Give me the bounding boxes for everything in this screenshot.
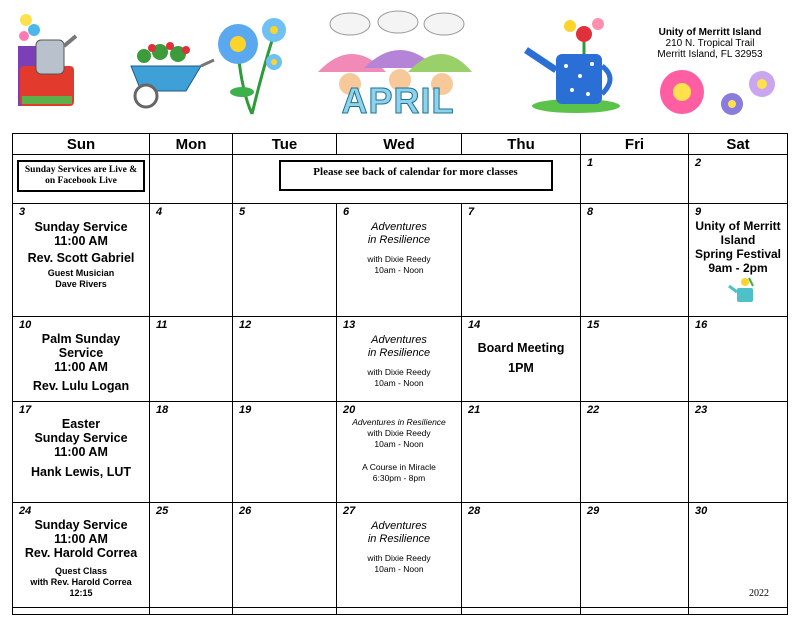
- event-time: 12:15: [69, 588, 93, 598]
- day-number: 2: [695, 157, 702, 169]
- weekday-sat: Sat: [689, 134, 788, 155]
- event-title: in Resilience: [367, 347, 431, 359]
- day-cell: [689, 402, 788, 503]
- day-cell: [689, 204, 788, 317]
- day-number: 3: [19, 206, 26, 218]
- event-host: with Dixie Reedy: [367, 428, 431, 438]
- day-number: 7: [468, 206, 475, 218]
- org-city: Merritt Island, FL 32953: [657, 49, 763, 60]
- week-row: [13, 155, 788, 204]
- day-cell: [581, 155, 689, 204]
- day-number: 10: [19, 319, 32, 331]
- event-title: Unity of Merritt: [695, 219, 781, 233]
- weekday-fri: Fri: [581, 134, 689, 155]
- week-row: [13, 204, 788, 317]
- event: [13, 204, 149, 290]
- facebook-live-note: Sunday Services are Live & on Facebook Live: [17, 160, 145, 192]
- day-cell: [337, 402, 462, 503]
- day-cell: [150, 402, 233, 503]
- event-note: with Rev. Harold Correa: [30, 577, 132, 587]
- small-flowers-clipart: [652, 66, 782, 122]
- trailing-cell: [581, 608, 689, 615]
- day-cell: [150, 155, 233, 204]
- day-cell: [13, 155, 150, 204]
- event-title: Board Meeting: [477, 341, 565, 355]
- weekday-mon: Mon: [150, 134, 233, 155]
- day-number: 12: [239, 319, 252, 331]
- event: [13, 402, 149, 479]
- event-note: Dave Rivers: [55, 279, 107, 289]
- event-time: 1PM: [508, 361, 534, 375]
- event-title: Island: [720, 233, 756, 247]
- event: [689, 204, 787, 275]
- day-number: 11: [156, 319, 168, 331]
- event-time: 10am - Noon: [374, 439, 424, 449]
- day-number: 9: [695, 206, 702, 218]
- event-speaker: Rev. Lulu Logan: [32, 379, 130, 393]
- event-note: Guest Musician: [47, 268, 115, 278]
- day-cell: [150, 317, 233, 402]
- day-number: 1: [587, 157, 594, 169]
- event-time: 11:00 AM: [54, 445, 108, 459]
- day-cell: [13, 503, 150, 608]
- event-note: Quest Class: [54, 566, 108, 576]
- day-cell: [13, 204, 150, 317]
- day-cell: [13, 317, 150, 402]
- weekday-sun: Sun: [13, 134, 150, 155]
- event-title: Adventures: [371, 520, 427, 532]
- day-number: 24: [19, 505, 32, 517]
- org-street: 210 N. Tropical Trail: [665, 38, 755, 49]
- event-time: 11:00 AM: [54, 532, 108, 546]
- weekday-header-row: [13, 134, 788, 155]
- event-speaker: Hank Lewis, LUT: [30, 465, 132, 479]
- org-name: Unity of Merritt Island: [658, 27, 762, 38]
- day-cell: [150, 204, 233, 317]
- event-time: 10am - Noon: [374, 265, 424, 275]
- event: [337, 402, 461, 484]
- weekday-tue: Tue: [233, 134, 337, 155]
- event-title: Adventures in Resilience: [352, 417, 446, 427]
- day-number: 6: [343, 206, 350, 218]
- event-speaker: Rev. Harold Correa: [24, 546, 138, 560]
- day-cell: [581, 402, 689, 503]
- watering-can-icon: [727, 274, 761, 306]
- day-cell: [462, 402, 581, 503]
- event-title: Spring Festival: [694, 247, 782, 261]
- event-host: with Dixie Reedy: [367, 553, 431, 563]
- day-number: 26: [239, 505, 252, 517]
- event-time: 9am - 2pm: [708, 261, 768, 275]
- event-title: Sunday Service: [34, 220, 128, 234]
- calendar-grid: [12, 133, 788, 615]
- event-title: A Course in Miracle: [362, 462, 436, 472]
- day-cell: [337, 317, 462, 402]
- day-number: 22: [587, 404, 600, 416]
- day-cell: [581, 204, 689, 317]
- day-number: 5: [239, 206, 246, 218]
- day-number: 18: [156, 404, 169, 416]
- day-cell: [13, 402, 150, 503]
- day-number: 17: [19, 404, 32, 416]
- event-title: Palm Sunday: [41, 332, 121, 346]
- day-number: 14: [468, 319, 481, 331]
- event-title: Sunday Service: [34, 431, 128, 445]
- day-number: 4: [156, 206, 163, 218]
- day-number: 30: [695, 505, 708, 517]
- event: [13, 317, 149, 393]
- day-cell: [233, 317, 337, 402]
- trailing-cell: [462, 608, 581, 615]
- event-title: Service: [58, 346, 104, 360]
- trailing-cell: [337, 608, 462, 615]
- day-number: 29: [587, 505, 600, 517]
- day-number: 16: [695, 319, 708, 331]
- day-cell: [689, 503, 788, 608]
- day-number: 8: [587, 206, 594, 218]
- more-classes-note: Please see back of calendar for more classes: [279, 160, 553, 191]
- day-cell: [150, 503, 233, 608]
- trailing-cell: [150, 608, 233, 615]
- event: [337, 204, 461, 276]
- event-speaker: Rev. Scott Gabriel: [27, 251, 135, 265]
- day-cell: [313, 155, 581, 204]
- day-number: 23: [695, 404, 708, 416]
- event-title: in Resilience: [367, 234, 431, 246]
- weekday-thu: Thu: [462, 134, 581, 155]
- event-time: 6:30pm - 8pm: [372, 473, 426, 483]
- event-title: Easter: [61, 417, 101, 431]
- day-cell: [689, 317, 788, 402]
- event-title: in Resilience: [367, 533, 431, 545]
- event-title: Adventures: [371, 221, 427, 233]
- day-cell: [337, 503, 462, 608]
- event-title: Sunday Service: [34, 518, 128, 532]
- watering-can-clipart: [522, 10, 622, 114]
- day-cell: [581, 317, 689, 402]
- day-number: 25: [156, 505, 169, 517]
- day-cell: [689, 155, 788, 204]
- event-time: 10am - Noon: [374, 378, 424, 388]
- day-cell: [462, 204, 581, 317]
- wheelbarrow-clipart: [126, 36, 216, 110]
- trailing-row: [13, 608, 788, 615]
- day-number: 21: [468, 404, 481, 416]
- day-number: 28: [468, 505, 481, 517]
- day-cell: [337, 204, 462, 317]
- weekday-wed: Wed: [337, 134, 462, 155]
- calendar-year: 2022: [749, 588, 769, 599]
- event: [337, 503, 461, 575]
- day-number: 13: [343, 319, 356, 331]
- day-cell: [581, 503, 689, 608]
- day-number: 27: [343, 505, 356, 517]
- header: [0, 0, 800, 130]
- day-cell: [233, 402, 337, 503]
- day-cell: [462, 503, 581, 608]
- trailing-cell: [13, 608, 150, 615]
- week-row: [13, 402, 788, 503]
- trailing-cell: [233, 608, 337, 615]
- event: [13, 503, 149, 599]
- week-row: [13, 503, 788, 608]
- flowers-clipart: [212, 12, 292, 117]
- day-number: 19: [239, 404, 252, 416]
- day-cell: [233, 204, 337, 317]
- event-title: Adventures: [371, 334, 427, 346]
- org-address-block: [645, 27, 775, 60]
- month-title: APRIL: [341, 80, 455, 121]
- event: [337, 317, 461, 389]
- event-host: with Dixie Reedy: [367, 367, 431, 377]
- event-time: 10am - Noon: [374, 564, 424, 574]
- event-host: with Dixie Reedy: [367, 254, 431, 264]
- day-number: 15: [587, 319, 600, 331]
- week-row: [13, 317, 788, 402]
- day-cell: [233, 503, 337, 608]
- day-cell: [462, 317, 581, 402]
- trailing-cell: [689, 608, 788, 615]
- day-number: 20: [343, 404, 356, 416]
- garden-tools-clipart: [14, 6, 79, 112]
- event-time: 11:00 AM: [54, 360, 108, 374]
- event-time: 11:00 AM: [54, 234, 108, 248]
